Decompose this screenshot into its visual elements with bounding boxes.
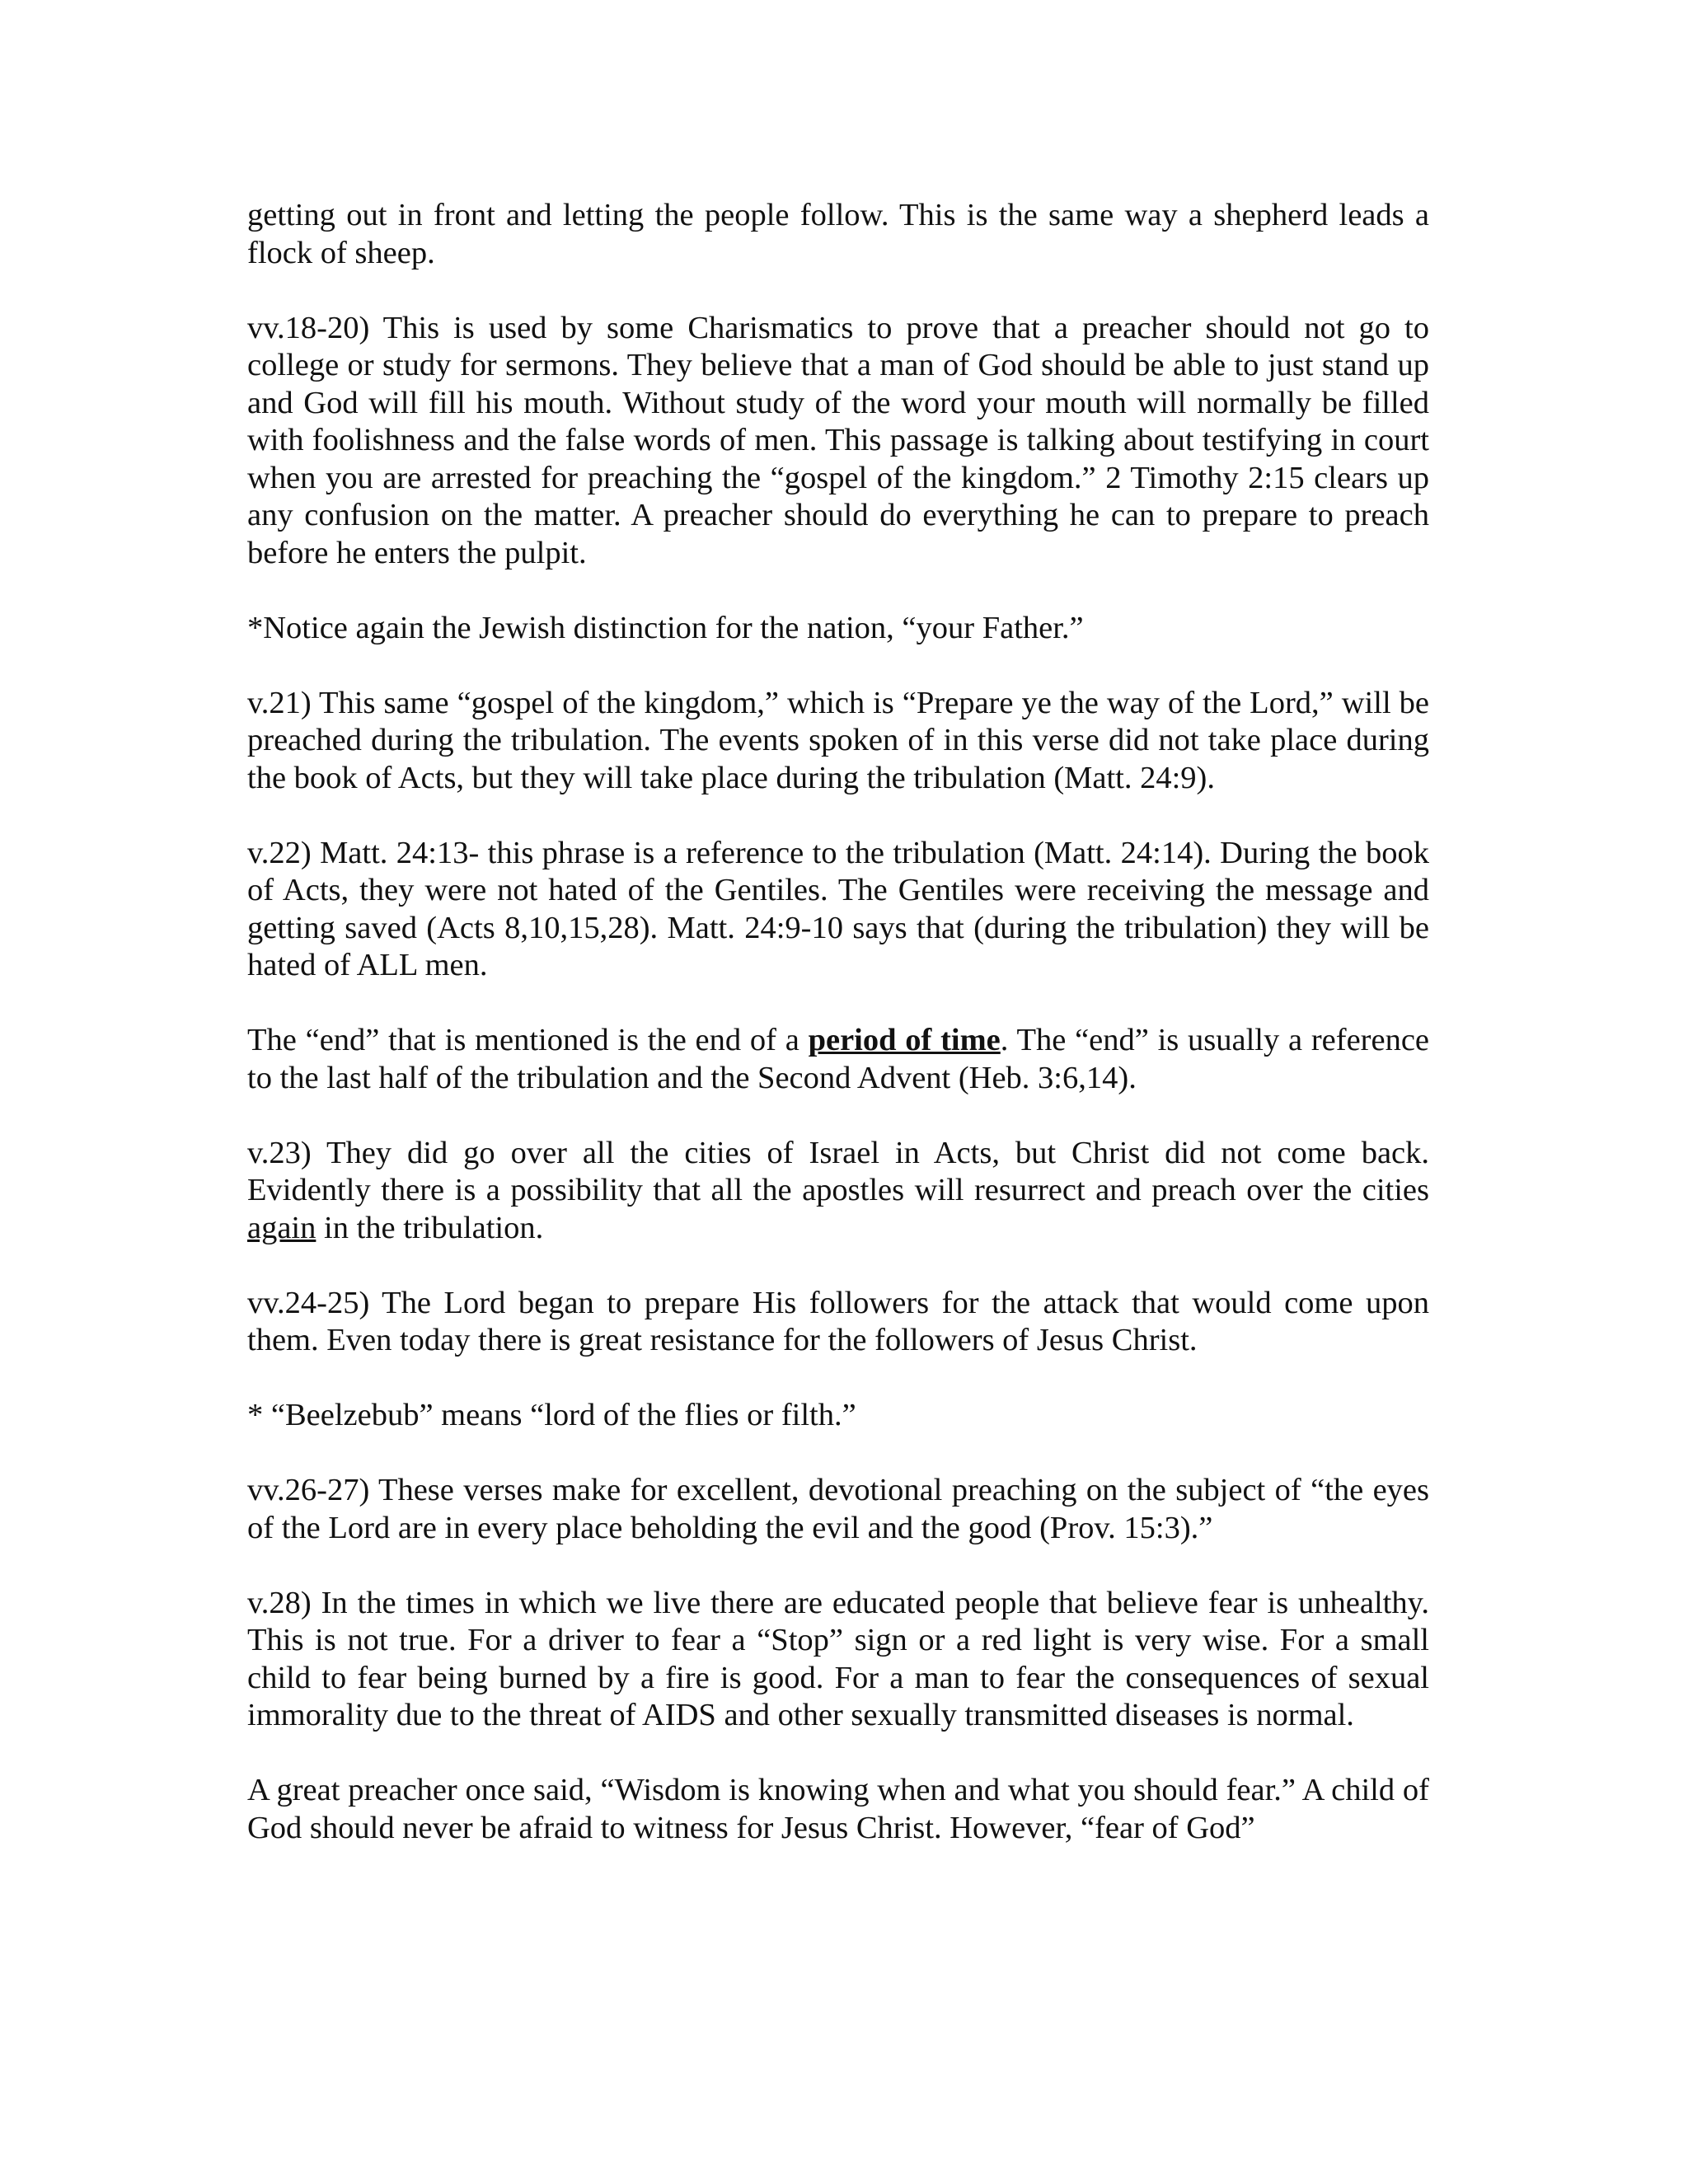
paragraph-beelzebub — [247, 1397, 1429, 1435]
paragraph-text: . The “end” is usually a reference to the last half of the tribulation and the Second Advent (Heb. 3:6,14). — [247, 1023, 1429, 1095]
paragraph-great-preacher — [247, 1772, 1429, 1847]
paragraph-text: The “end” that is mentioned is the end of a — [247, 1023, 809, 1057]
paragraph-text: vv.18-20) This is used by some Charismatics to prove that a preacher should not go to college or study for sermons. They believe that a man of God should be able to just stand up and God will fill his mouth. Without study of the word your mouth will normally be filled with foolishness and the false words of men. This passage is talking about testifying in court when you are arrested for preaching the “gospel of the kingdom.” 2 Timothy 2:15 clears up any confusion on the matter. A preacher should do everything he can to prepare to preach before he enters the pulpit. — [247, 310, 1429, 570]
paragraph-vv18-20 — [247, 310, 1429, 573]
paragraph-vv26-27 — [247, 1472, 1429, 1547]
emphasis-again: again — [247, 1210, 316, 1245]
paragraph-shepherd — [247, 197, 1429, 272]
paragraph-text: getting out in front and letting the people follow. This is the same way a shepherd leads a flock of sheep. — [247, 198, 1429, 270]
paragraph-text: vv.26-27) These verses make for excellent, devotional preaching on the subject of “the eyes of the Lord are in every place beholding the evil and the good (Prov. 15:3).” — [247, 1473, 1429, 1545]
paragraph-the-end — [247, 1022, 1429, 1097]
paragraph-v28 — [247, 1585, 1429, 1735]
paragraph-v22 — [247, 835, 1429, 985]
paragraph-text: vv.24-25) The Lord began to prepare His followers for the attack that would come upon them. Even today there is great resistance for the followers of Jesus Christ. — [247, 1285, 1429, 1357]
paragraph-text: * “Beelzebub” means “lord of the flies or filth.” — [247, 1398, 856, 1432]
paragraph-vv24-25 — [247, 1285, 1429, 1360]
paragraph-text: v.28) In the times in which we live there are educated people that believe fear is unhealthy. This is not true. For a driver to fear a “Stop” sign or a red light is very wise. For a small child to fear being burned by a fire is good. For a man to fear the consequences of sexual immorality due to the threat of AIDS and other sexually transmitted diseases is normal. — [247, 1585, 1429, 1732]
paragraph-v21 — [247, 685, 1429, 798]
paragraph-text: v.23) They did go over all the cities of Israel in Acts, but Christ did not come back. Evidently there is a possibility that all the apostles will resurrect and preach over the cities — [247, 1135, 1429, 1207]
paragraph-text: v.21) This same “gospel of the kingdom,” which is “Prepare ye the way of the Lord,” will be preached during the tribulation. The events spoken of in this verse did not take place during the book of Acts, but they will take place during the tribulation (Matt. 24:9). — [247, 685, 1429, 795]
paragraph-notice-your-father — [247, 610, 1429, 648]
paragraph-text: in the tribulation. — [316, 1210, 544, 1245]
paragraph-text: *Notice again the Jewish distinction for the nation, “your Father.” — [247, 610, 1084, 645]
paragraph-v23 — [247, 1135, 1429, 1248]
emphasis-period-of-time: period of time — [808, 1023, 1001, 1057]
document-page — [247, 197, 1429, 1885]
paragraph-text: v.22) Matt. 24:13- this phrase is a reference to the tribulation (Matt. 24:14). During the book of Acts, they were not hated of the Gentiles. The Gentiles were receiving the message and getting saved (Acts 8,10,15,28). Matt. 24:9-10 says that (during the tribulation) they will be hated of ALL men. — [247, 835, 1429, 982]
paragraph-text: A great preacher once said, “Wisdom is knowing when and what you should fear.” A child of God should never be afraid to witness for Jesus Christ. However, “fear of God” — [247, 1773, 1429, 1845]
